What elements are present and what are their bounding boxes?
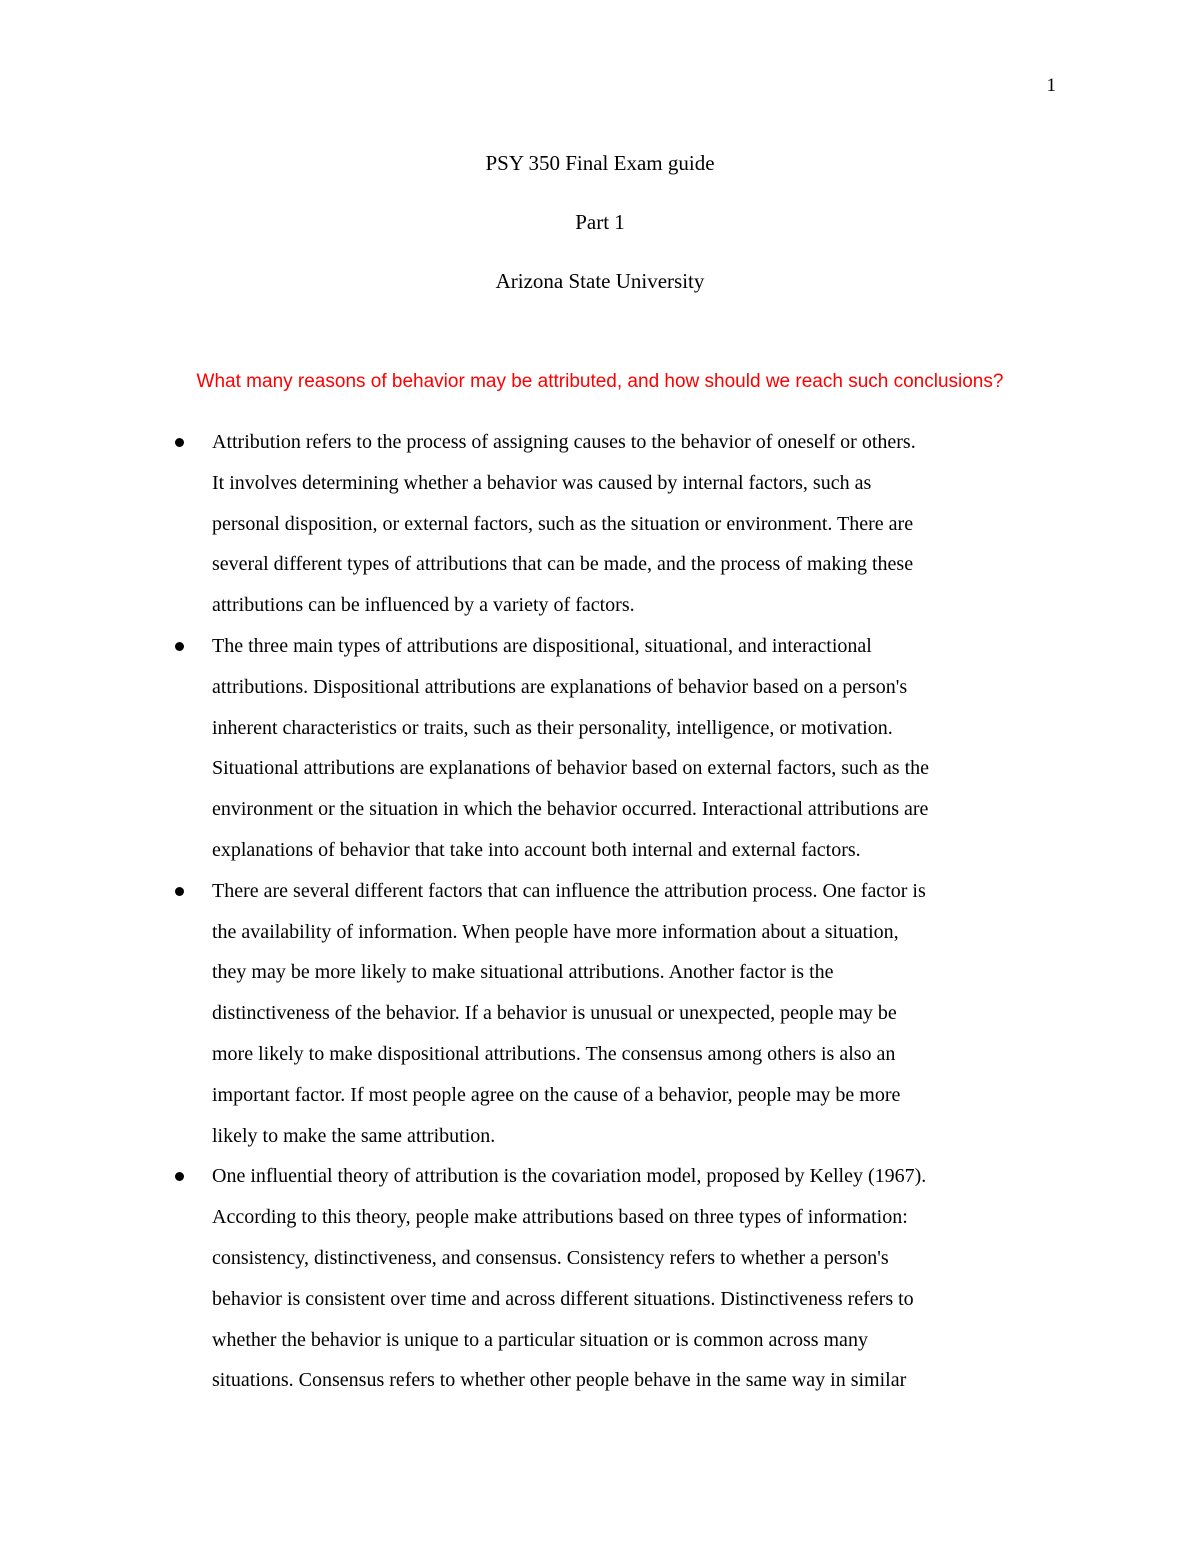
bullet-item: [0, 871, 1200, 1157]
section-question: What many reasons of behavior may be attributed, and how should we reach such conclusions?: [196, 371, 1004, 392]
document-title: PSY 350 Final Exam guide: [485, 151, 715, 175]
bullet-line: behavior is consistent over time and across different situations. Distinctiveness refers to: [212, 1287, 914, 1310]
bullet-item: [0, 1156, 1200, 1401]
bullet-line: There are several different factors that can influence the attribution process. One factor is: [212, 879, 926, 902]
bullet-line: situations. Consensus refers to whether other people behave in the same way in similar: [212, 1369, 907, 1392]
bullet-line: explanations of behavior that take into account both internal and external factors.: [212, 838, 861, 861]
bullet-line: personal disposition, or external factors, such as the situation or environment. There are: [212, 512, 914, 535]
bullet-line: According to this theory, people make attributions based on three types of information:: [212, 1206, 908, 1229]
bullet-list: [0, 422, 1200, 1401]
page-number: 1: [1046, 75, 1056, 96]
bullet-line: Situational attributions are explanations of behavior based on external factors, such as the: [212, 757, 930, 780]
institution-name: Arizona State University: [495, 269, 705, 293]
document-part: Part 1: [575, 210, 625, 234]
bullet-dot-icon: [175, 642, 184, 651]
bullet-line: One influential theory of attribution is the covariation model, proposed by Kelley (1967).: [212, 1165, 927, 1188]
bullet-item: [0, 626, 1200, 871]
bullet-line: consistency, distinctiveness, and consensus. Consistency refers to whether a person's: [212, 1246, 889, 1269]
bullet-line: important factor. If most people agree on the cause of a behavior, people may be more: [212, 1083, 901, 1106]
bullet-dot-icon: [175, 438, 184, 447]
bullet-line: environment or the situation in which the behavior occurred. Interactional attributions are: [212, 798, 929, 821]
title-block: [0, 143, 1200, 320]
bullet-item: [0, 422, 1200, 626]
bullet-dot-icon: [175, 1172, 184, 1181]
bullet-dot-icon: [175, 887, 184, 896]
bullet-line: The three main types of attributions are dispositional, situational, and interactional: [212, 634, 872, 657]
bullet-line: attributions. Dispositional attributions are explanations of behavior based on a person's: [212, 675, 908, 698]
bullet-line: the availability of information. When people have more information about a situation,: [212, 920, 899, 943]
bullet-line: more likely to make dispositional attributions. The consensus among others is also an: [212, 1042, 896, 1065]
bullet-line: attributions can be influenced by a variety of factors.: [212, 594, 635, 617]
bullet-line: whether the behavior is unique to a particular situation or is common across many: [212, 1328, 868, 1351]
bullet-line: several different types of attributions that can be made, and the process of making these: [212, 553, 914, 576]
bullet-line: It involves determining whether a behavior was caused by internal factors, such as: [212, 471, 872, 494]
bullet-line: distinctiveness of the behavior. If a behavior is unusual or unexpected, people may be: [212, 1002, 897, 1025]
bullet-line: likely to make the same attribution.: [212, 1124, 496, 1147]
bullet-line: Attribution refers to the process of assigning causes to the behavior of oneself or others.: [212, 431, 916, 453]
bullet-line: they may be more likely to make situational attributions. Another factor is the: [212, 961, 834, 984]
bullet-line: inherent characteristics or traits, such as their personality, intelligence, or motivation.: [212, 716, 893, 739]
